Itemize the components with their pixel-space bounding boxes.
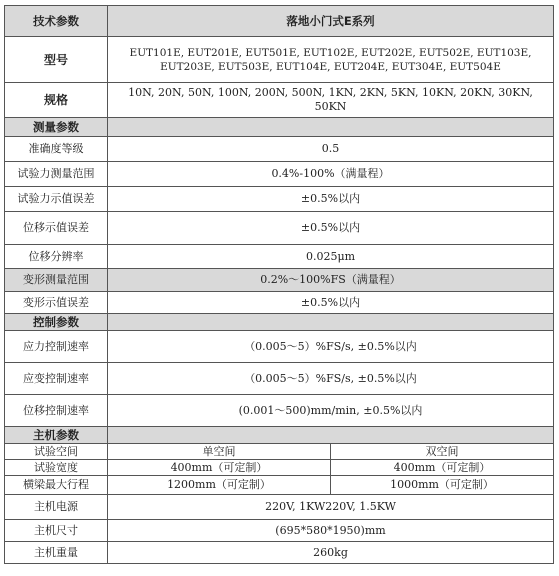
space-single: 单空间	[108, 444, 331, 460]
table-row	[5, 363, 554, 395]
displacement-error-value: ±0.5%以内	[108, 212, 554, 245]
table-row	[5, 212, 554, 245]
table-row	[5, 187, 554, 212]
spec-label: 规格	[5, 83, 108, 118]
table-header-row	[5, 6, 554, 37]
model-row	[5, 37, 554, 83]
displacement-rate-value: (0.001～500)mm/min, ±0.5%以内	[108, 395, 554, 427]
table-row	[5, 520, 554, 542]
accuracy-value: 0.5	[108, 137, 554, 162]
power-label: 主机电源	[5, 495, 108, 520]
table-row	[5, 460, 554, 476]
machine-header-fill	[108, 427, 554, 444]
measurement-header: 测量参数	[5, 118, 108, 137]
table-row	[5, 269, 554, 292]
series-title: 落地小门式E系列	[108, 6, 554, 37]
weight-value: 260kg	[108, 542, 554, 564]
power-value: 220V, 1KW220V, 1.5KW	[108, 495, 554, 520]
stroke-label: 横梁最大行程	[5, 476, 108, 495]
section-header-measurement	[5, 118, 554, 137]
table-row	[5, 292, 554, 314]
spec-row	[5, 83, 554, 118]
size-value: (695*580*1950)mm	[108, 520, 554, 542]
size-label: 主机尺寸	[5, 520, 108, 542]
header-label: 技术参数	[5, 6, 108, 37]
deformation-error-value: ±0.5%以内	[108, 292, 554, 314]
strain-rate-label: 应变控制速率	[5, 363, 108, 395]
stress-rate-label: 应力控制速率	[5, 331, 108, 363]
accuracy-label: 准确度等级	[5, 137, 108, 162]
table-row	[5, 444, 554, 460]
measurement-header-fill	[108, 118, 554, 137]
section-header-machine	[5, 427, 554, 444]
weight-label: 主机重量	[5, 542, 108, 564]
control-header: 控制参数	[5, 314, 108, 331]
force-range-label: 试验力测量范围	[5, 162, 108, 187]
deformation-range-value: 0.2%～100%FS（满量程）	[108, 269, 554, 292]
displacement-error-label: 位移示值误差	[5, 212, 108, 245]
space-double: 双空间	[331, 444, 554, 460]
table-row	[5, 395, 554, 427]
displacement-resolution-label: 位移分辨率	[5, 245, 108, 269]
table-row	[5, 245, 554, 269]
space-label: 试验空间	[5, 444, 108, 460]
table-row	[5, 542, 554, 564]
table-row	[5, 476, 554, 495]
table-row	[5, 137, 554, 162]
stress-rate-value: （0.005～5）%FS/s, ±0.5%以内	[108, 331, 554, 363]
control-header-fill	[108, 314, 554, 331]
spec-value: 10N, 20N, 50N, 100N, 200N, 500N, 1KN, 2KN, 5KN, 10KN, 20KN, 30KN, 50KN	[108, 83, 554, 118]
deformation-range-label: 变形测量范围	[5, 269, 108, 292]
stroke-double: 1000mm（可定制）	[331, 476, 554, 495]
displacement-resolution-value: 0.025μm	[108, 245, 554, 269]
force-error-value: ±0.5%以内	[108, 187, 554, 212]
spec-table	[4, 5, 554, 564]
force-error-label: 试验力示值误差	[5, 187, 108, 212]
table-row	[5, 162, 554, 187]
force-range-value: 0.4%-100%（满量程）	[108, 162, 554, 187]
machine-header: 主机参数	[5, 427, 108, 444]
width-double: 400mm（可定制）	[331, 460, 554, 476]
stroke-single: 1200mm（可定制）	[108, 476, 331, 495]
table-row	[5, 331, 554, 363]
model-label: 型号	[5, 37, 108, 83]
model-value: EUT101E, EUT201E, EUT501E, EUT102E, EUT202E, EUT502E, EUT103E, EUT203E, EUT503E, EUT104E, EUT204E, EUT304E, EUT504E	[108, 37, 554, 83]
width-label: 试验宽度	[5, 460, 108, 476]
deformation-error-label: 变形示值误差	[5, 292, 108, 314]
strain-rate-value: （0.005～5）%FS/s, ±0.5%以内	[108, 363, 554, 395]
width-single: 400mm（可定制）	[108, 460, 331, 476]
section-header-control	[5, 314, 554, 331]
table-row	[5, 495, 554, 520]
displacement-rate-label: 位移控制速率	[5, 395, 108, 427]
